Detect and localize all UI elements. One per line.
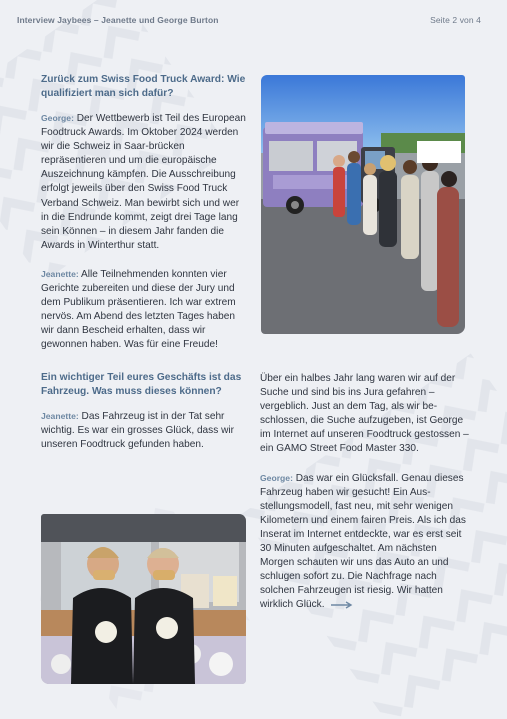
page-number: Seite 2 von 4 [430, 15, 481, 25]
section-heading-award: Zurück zum Swiss Food Truck Award: Wie qualifiziert man sich dafür? [41, 74, 246, 99]
answer-jeanette-vehicle [41, 409, 248, 452]
arrow-right-icon [331, 601, 353, 609]
right-column [260, 372, 472, 627]
speaker-label: George: [41, 113, 74, 123]
answer-george-vehicle [260, 471, 472, 613]
foodtruck-photo [261, 75, 465, 334]
answer-continuation: Über ein halbes Jahr lang waren wir auf der Suche und sind bis ins Jura gefahren – vergeblich. Just an dem Tag, als wir be-schlossen, die Suche aufzugeben, ist George im Internet auf unseren Foodtruck gestossen – ein GAMO Street Food Master 330. [260, 373, 469, 455]
owners-photo [41, 514, 246, 684]
header-title: Interview Jaybees – Jeanette und George Burton [17, 15, 219, 25]
answer-text: Das war ein Glücksfall. Genau dieses Fahrzeug haben wir gesucht! Ein Aus-stellungsmodell, fast neu, mit sehr wenigen Kilometern und einem fairen Preis. Als ich das Inserat im Internet entdeckte, war es erst seit 30 Minuten aufgeschaltet. Am nächsten Morgen schauten wir uns das Auto an und schlugen sofort zu. Die Nachfrage nach solchen Fahrzeugen ist riesig. Wir hatten wirklich Glück. [260, 472, 466, 611]
speaker-label: Jeanette: [41, 268, 79, 279]
answer-text: Alle Teilnehmenden konnten vier Gerichte zubereiten und diese der Jury und dem Publikum präsentieren. Ich war extrem nervös. Am Abend des letzten Tages haben wir dann Bescheid erhalten, dass wir gewonnen haben. Was für eine Freude! [41, 268, 236, 351]
answer-george-award [41, 111, 248, 253]
left-column [41, 73, 248, 466]
answer-text: Das Fahrzeug ist in der Tat sehr wichtig. Es war ein grosses Glück, dass wir unseren Foodtruck gefunden haben. [41, 410, 234, 450]
section-heading-vehicle: Ein wichtiger Teil eures Geschäfts ist das Fahrzeug. Was muss dieses können? [41, 371, 242, 397]
answer-jeanette-award [41, 267, 248, 353]
speaker-label: George: [260, 472, 293, 483]
speaker-label: Jeanette: [41, 410, 79, 421]
answer-text: Der Wettbewerb ist Teil des European Foodtruck Awards. Im Oktober 2024 werden wir die Schweiz in Saar-brücken repräsentieren und um die europäische Auszeichnung kämpfen. Die Ausschreibung erfolgt jeweils über den Swiss Food Truck Verband Schweiz. Man bewirbt sich und wer in die Endrunde kommt, zeigt drei Tage lang sein Können – in diesem Jahr fanden die Awards in Winterthur statt. [41, 113, 246, 251]
